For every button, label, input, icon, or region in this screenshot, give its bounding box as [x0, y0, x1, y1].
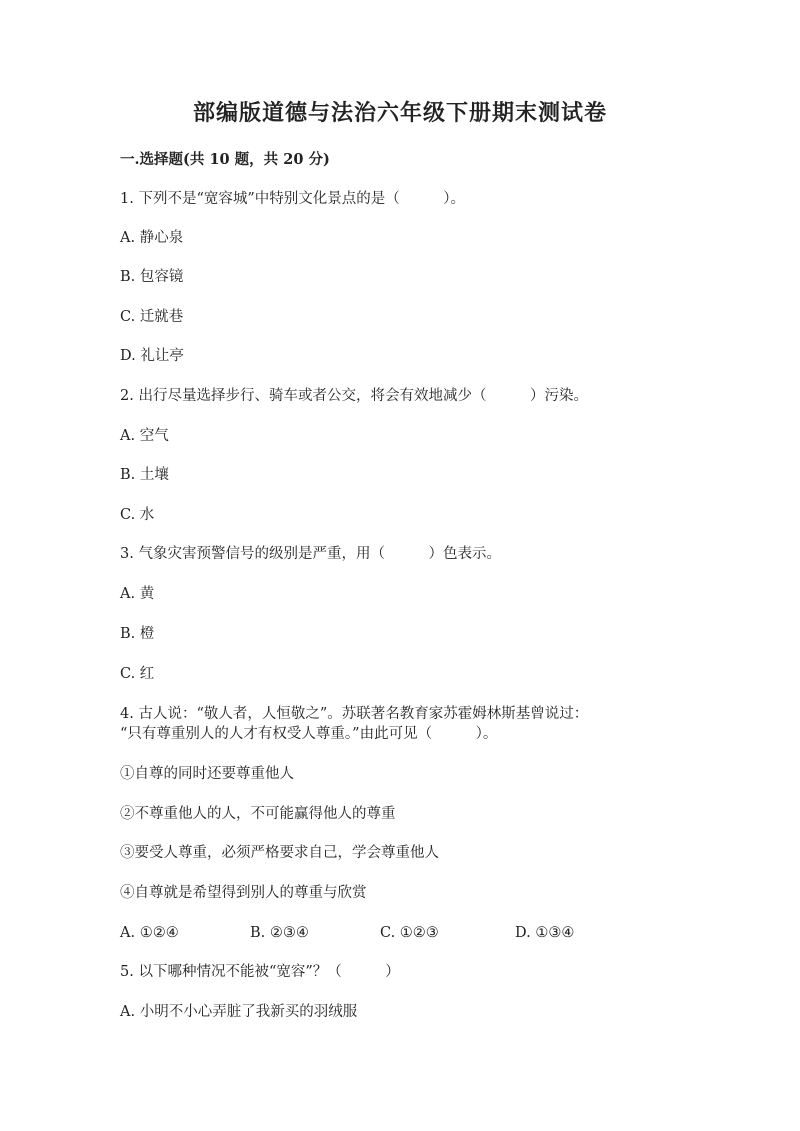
q4-option-b: B. ②③④: [250, 925, 309, 941]
q4-statement-2: ②不尊重他人的人，不可能赢得他人的尊重: [120, 806, 396, 822]
q2-option-b: B. 土壤: [120, 467, 169, 483]
question-4-line-1: 4. 古人说：“敬人者，人恒敬之”。苏联著名教育家苏霍姆林斯基曾说过：: [120, 706, 589, 722]
q1-option-c: C. 迁就巷: [120, 309, 184, 325]
section-heading: 一.选择题(共 10 题，共 20 分): [120, 151, 330, 168]
q3-option-a: A. 黄: [120, 586, 155, 602]
q2-option-c: C. 水: [120, 507, 155, 523]
q1-option-a: A. 静心泉: [120, 230, 184, 246]
question-5: 5. 以下哪种情况不能被“宽容”？（ ）: [120, 964, 400, 980]
q4-options-row: [120, 923, 720, 943]
question-2: 2. 出行尽量选择步行、骑车或者公交，将会有效地减少（ ）污染。: [120, 388, 588, 404]
q3-option-c: C. 红: [120, 666, 155, 682]
q1-option-b: B. 包容镜: [120, 269, 184, 285]
q4-statement-3: ③要受人尊重，必须严格要求自己，学会尊重他人: [120, 845, 439, 861]
page-title: 部编版道德与法治六年级下册期末测试卷: [192, 100, 607, 126]
q4-option-a: A. ①②④: [120, 925, 179, 941]
question-4-line-2: “只有尊重别人的人才有权受人尊重。”由此可见（ ）。: [120, 726, 498, 742]
q1-option-d: D. 礼让亭: [120, 348, 184, 364]
q2-option-a: A. 空气: [120, 428, 169, 444]
question-3: 3. 气象灾害预警信号的级别是严重，用（ ）色表示。: [120, 546, 501, 562]
q5-option-a: A. 小明不小心弄脏了我新买的羽绒服: [120, 1004, 358, 1020]
question-1: 1. 下列不是“宽容城”中特别文化景点的是（ ）。: [120, 191, 466, 207]
q3-option-b: B. 橙: [120, 626, 155, 642]
q4-option-c: C. ①②③: [380, 925, 439, 941]
q4-statement-4: ④自尊就是希望得到别人的尊重与欣赏: [120, 885, 367, 901]
q4-statement-1: ①自尊的同时还要尊重他人: [120, 766, 294, 782]
q4-option-d: D. ①③④: [515, 925, 575, 941]
